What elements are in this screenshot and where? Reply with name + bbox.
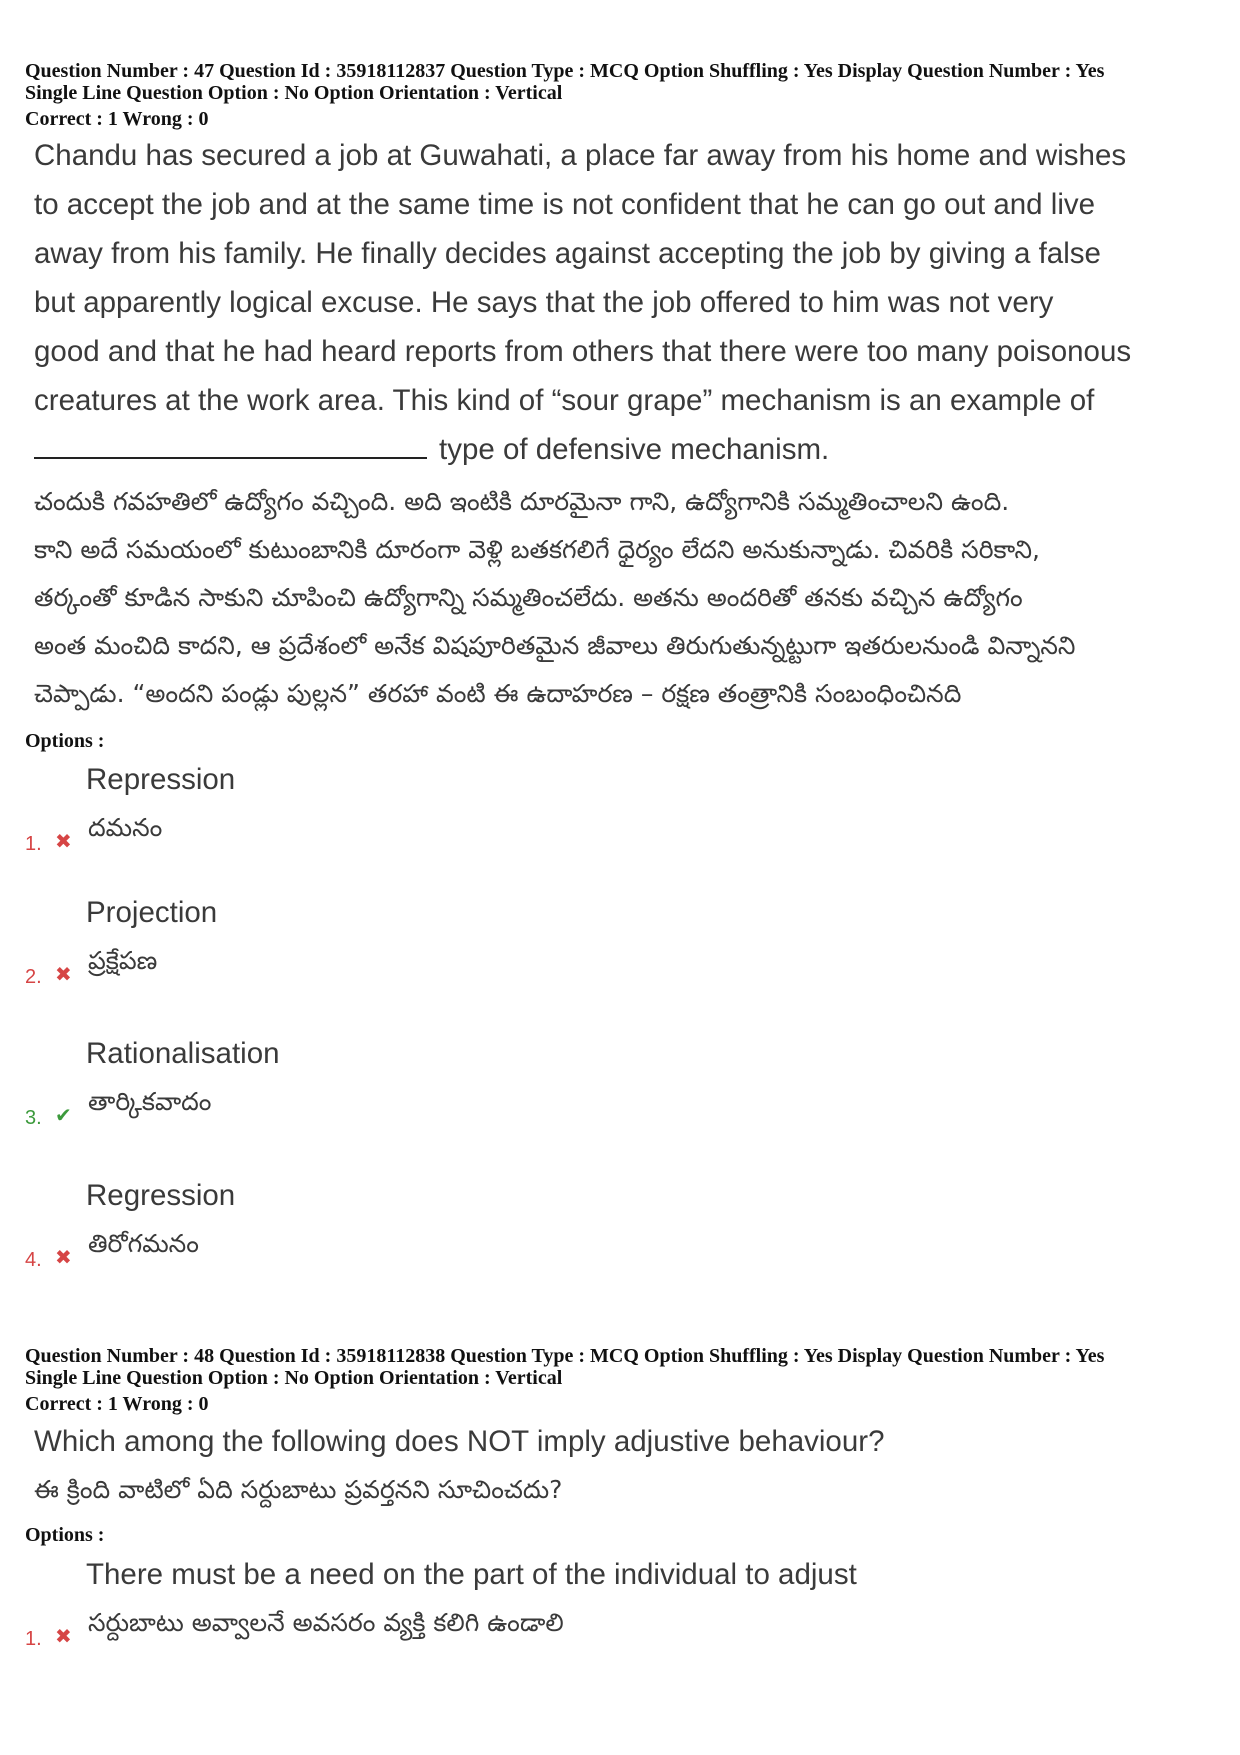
- text-line: కాని అదే సమయంలో కుటుంబానికి దూరంగా వెళ్లి బతకగలిగే ధైర్యం లేదని అనుకున్నాడు. చివరికి సరికాని,: [34, 535, 1040, 564]
- meta-line-1: Question Number : 47 Question Id : 35918112837 Question Type : MCQ Option Shuffling : Yes Display Question Number : Yes: [25, 60, 1105, 82]
- question-47-meta: [25, 60, 1104, 130]
- meta-line-2: Single Line Question Option : No Option Orientation : Vertical: [25, 1367, 563, 1389]
- meta-line-2: Single Line Question Option : No Option Orientation : Vertical: [25, 82, 563, 104]
- text-line: to accept the job and at the same time is not confident that he can go out and live: [34, 188, 1096, 221]
- text-line: Chandu has secured a job at Guwahati, a place far away from his home and wishes: [34, 139, 1127, 172]
- option-text-te: తార్కికవాదం: [88, 1087, 212, 1116]
- option-text-te: తిరోగమనం: [88, 1229, 199, 1258]
- text-line: చందుకి గవహతిలో ఉద్యోగం వచ్చింది. అది ఇంటికి దూరమైనా గాని, ఉద్యోగానికి సమ్మతించాలని ఉంది.: [34, 487, 1010, 516]
- option-4[interactable]: [0, 1179, 1240, 1299]
- wrong-cross-icon: ✖: [55, 1624, 72, 1648]
- option-text-te: సర్దుబాటు అవ్వాలనే అవసరం వ్యక్తి కలిగి ఉండాలి: [88, 1608, 564, 1637]
- text-line-with-blank: type of defensive mechanism.: [34, 425, 1214, 474]
- option-number: 1.: [25, 1628, 42, 1650]
- option-1[interactable]: [0, 763, 1240, 883]
- option-text-te: దమనం: [88, 813, 163, 842]
- correct-wrong-line: Correct : 1 Wrong : 0: [25, 108, 209, 130]
- option-text-en: Repression: [86, 763, 236, 796]
- option-text-te: ప్రక్షేపణ: [88, 946, 158, 975]
- option-text-en: Regression: [86, 1179, 236, 1212]
- question-48-text-te: [34, 1466, 1214, 1514]
- option-text-en: There must be a need on the part of the individual to adjust: [86, 1558, 857, 1591]
- option-number: 1.: [25, 833, 42, 855]
- text-line: చెప్పాడు. “అందని పండ్లు పుల్లన” తరహా వంటి ఈ ఉదాహరణ – రక్షణ తంత్రానికి సంబంధించినది: [34, 679, 962, 708]
- meta-line-1: Question Number : 48 Question Id : 35918112838 Question Type : MCQ Option Shuffling : Yes Display Question Number : Yes: [25, 1345, 1105, 1367]
- wrong-cross-icon: ✖: [55, 829, 72, 853]
- question-48-meta: [25, 1345, 1104, 1415]
- text-line: creatures at the work area. This kind of “sour grape” mechanism is an example of: [34, 384, 1095, 417]
- text-line: but apparently logical excuse. He says that the job offered to him was not very: [34, 286, 1054, 319]
- fill-in-blank: [34, 429, 427, 459]
- wrong-cross-icon: ✖: [55, 962, 72, 986]
- option-text-en: Projection: [86, 896, 218, 929]
- question-47-text-te: [34, 478, 1214, 718]
- option-text-en: Rationalisation: [86, 1037, 280, 1070]
- correct-check-icon: ✔: [55, 1103, 72, 1127]
- option-3[interactable]: [0, 1037, 1240, 1157]
- option-1[interactable]: [0, 1558, 1240, 1678]
- question-48-text-en: [34, 1417, 1214, 1466]
- text-line: ఈ క్రింది వాటిలో ఏది సర్దుబాటు ప్రవర్తనని సూచించదు?: [34, 1475, 563, 1504]
- option-number: 3.: [25, 1107, 42, 1129]
- question-47-text-en: [34, 131, 1214, 474]
- correct-wrong-line: Correct : 1 Wrong : 0: [25, 1393, 209, 1415]
- option-2[interactable]: [0, 896, 1240, 1016]
- text-line: Which among the following does NOT imply adjustive behaviour?: [34, 1425, 885, 1458]
- option-number: 4.: [25, 1249, 42, 1271]
- text-line: away from his family. He finally decides against accepting the job by giving a false: [34, 237, 1101, 270]
- text-line: good and that he had heard reports from others that there were too many poisonous: [34, 335, 1132, 368]
- text-line: తర్కంతో కూడిన సాకుని చూపించి ఉద్యోగాన్ని సమ్మతించలేదు. అతను అందరితో తనకు వచ్చిన ఉద్యోగం: [34, 583, 1023, 612]
- options-label: Options :: [25, 730, 105, 752]
- option-number: 2.: [25, 966, 42, 988]
- wrong-cross-icon: ✖: [55, 1245, 72, 1269]
- options-label: Options :: [25, 1524, 105, 1546]
- text-line: అంత మంచిది కాదని, ఆ ప్రదేశంలో అనేక విషపూరితమైన జీవాలు తిరుగుతున్నట్టుగా ఇతరులనుండి విన్నానని: [34, 631, 1076, 660]
